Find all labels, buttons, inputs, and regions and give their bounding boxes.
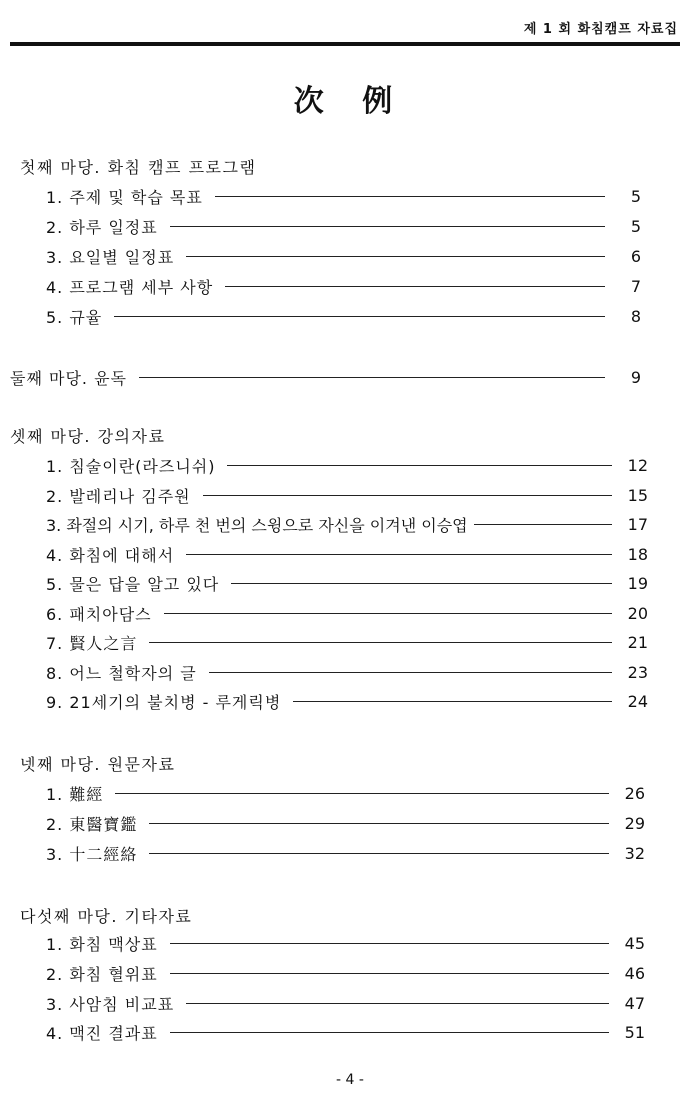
toc-entry[interactable] [46,185,641,207]
entry-page: 5 [630,186,641,206]
entry-label: 5. 규율 [46,307,103,327]
entry-label: 3. 사암침 비교표 [46,994,175,1014]
toc-entry[interactable] [46,275,641,297]
entry-label: 7. 賢人之言 [46,633,138,653]
toc-entry[interactable] [46,245,641,267]
entry-label: 1. 침술이란(라즈니쉬) [46,456,216,476]
toc-entry[interactable] [46,215,641,237]
entry-label: 3. 요일별 일정표 [46,247,175,267]
header-rule [10,42,680,46]
dot-leader [209,672,612,673]
toc-entry[interactable] [46,1021,645,1043]
dot-leader [227,465,612,466]
toc-entry[interactable] [46,602,648,624]
section-heading: 다섯째 마당. 기타자료 [20,907,193,926]
dot-leader [114,316,605,317]
toc-entry[interactable] [46,513,648,535]
dot-leader [139,377,605,378]
entry-page: 29 [624,813,645,833]
header-title: 제 1 회 화침캠프 자료집 [523,22,678,37]
toc-entry[interactable] [46,454,648,476]
dot-leader [186,1003,609,1004]
entry-label: 3. 좌절의 시기, 하루 천 번의 스윙으로 자신을 이겨낸 이승엽 [46,515,468,535]
dot-leader [170,1032,609,1033]
entry-page: 21 [627,632,648,652]
entry-page: 51 [624,1022,645,1042]
toc-entry[interactable] [10,366,641,388]
entry-page: 23 [627,662,648,682]
entry-label: 9. 21세기의 불치병 - 루게릭병 [46,692,282,712]
entry-label: 2. 화침 혈위표 [46,964,158,984]
dot-leader [170,943,609,944]
dot-leader [170,973,609,974]
entry-label: 4. 맥진 결과표 [46,1023,158,1043]
entry-page: 18 [627,544,648,564]
dot-leader [225,286,605,287]
dot-leader [474,524,612,525]
toc-entry[interactable] [46,543,648,565]
toc-entry[interactable] [46,812,645,834]
entry-page: 20 [627,603,648,623]
dot-leader [231,583,612,584]
entry-label: 1. 難經 [46,784,104,804]
section-heading: 둘째 마당. 윤독 [10,368,127,388]
entry-page: 8 [630,306,641,326]
entry-page: 17 [627,514,648,534]
dot-leader [293,701,612,702]
entry-page: 9 [630,367,641,387]
toc-entry[interactable] [46,962,645,984]
toc-entry[interactable] [46,661,648,683]
entry-page: 26 [624,783,645,803]
toc-entry[interactable] [46,690,648,712]
toc-entry[interactable] [46,572,648,594]
entry-label: 2. 東醫寶鑑 [46,814,138,834]
dot-leader [170,226,605,227]
entry-label: 5. 물은 답을 알고 있다 [46,574,220,594]
entry-label: 4. 화침에 대해서 [46,545,175,565]
entry-label: 1. 화침 맥상표 [46,934,158,954]
entry-page: 24 [627,691,648,711]
dot-leader [149,823,609,824]
dot-leader [203,495,612,496]
entry-page: 12 [627,455,648,475]
entry-label: 2. 하루 일정표 [46,217,158,237]
entry-page: 45 [624,933,645,953]
entry-label: 3. 十二經絡 [46,844,138,864]
toc-entry[interactable] [46,992,645,1014]
dot-leader [149,642,612,643]
toc-entry[interactable] [46,932,645,954]
dot-leader [164,613,612,614]
entry-label: 4. 프로그램 세부 사항 [46,277,214,297]
toc-entry[interactable] [46,484,648,506]
dot-leader [186,554,612,555]
entry-page: 47 [624,993,645,1013]
entry-page: 5 [630,216,641,236]
dot-leader [186,256,605,257]
entry-page: 32 [624,843,645,863]
entry-label: 2. 발레리나 김주원 [46,486,191,506]
page-number: - 4 - [336,1072,364,1088]
section-heading: 넷째 마당. 원문자료 [20,755,176,774]
toc-entry[interactable] [46,631,648,653]
document-title: 次 例 [293,84,407,119]
entry-page: 7 [630,276,641,296]
entry-page: 46 [624,963,645,983]
toc-entry[interactable] [46,842,645,864]
entry-page: 15 [627,485,648,505]
entry-page: 19 [627,573,648,593]
toc-entry[interactable] [46,305,641,327]
dot-leader [115,793,609,794]
section-heading: 첫째 마당. 화침 캠프 프로그램 [20,158,257,177]
toc-entry[interactable] [46,782,645,804]
dot-leader [215,196,605,197]
entry-label: 8. 어느 철학자의 글 [46,663,197,683]
entry-label: 6. 패치아담스 [46,604,152,624]
entry-page: 6 [630,246,641,266]
entry-label: 1. 주제 및 학습 목표 [46,187,203,207]
dot-leader [149,853,609,854]
section-heading: 셋째 마당. 강의자료 [10,427,166,446]
